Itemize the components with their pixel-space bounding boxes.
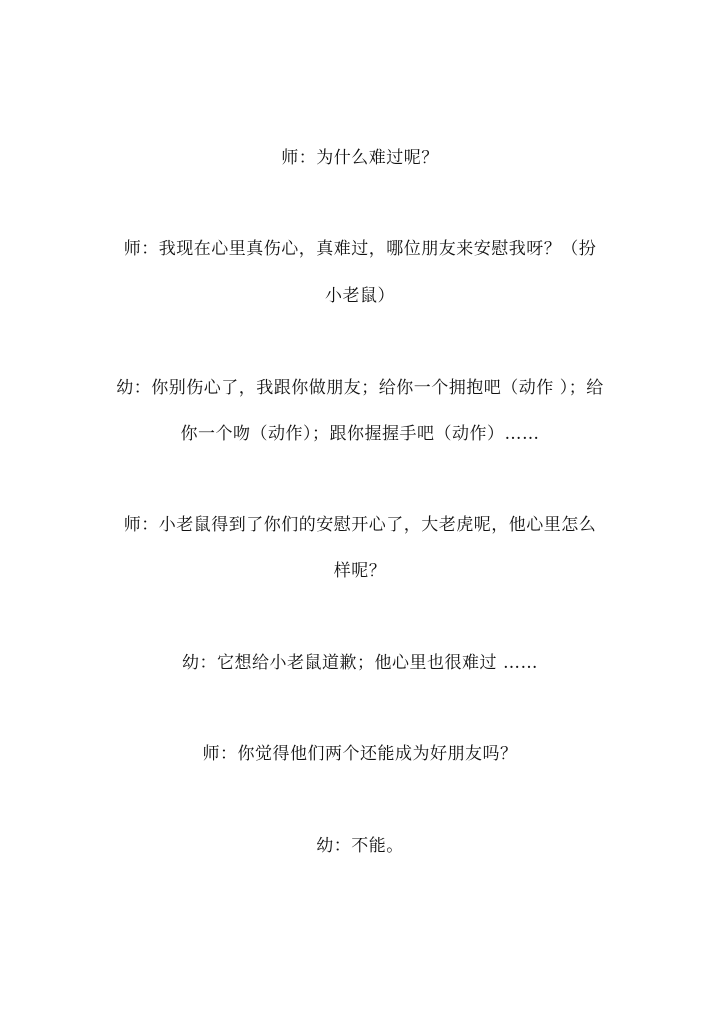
dialogue-line-continued: 样呢？ <box>333 561 387 581</box>
dialogue-line: 师：为什么难过呢？ <box>281 148 439 168</box>
dialogue-line: 师：你觉得他们两个还能成为好朋友吗？ <box>202 744 518 764</box>
dialogue-line-continued: 你一个吻（动作）；跟你握握手吧（动作）…… <box>180 424 540 444</box>
dialogue-line-continued: 小老鼠） <box>325 286 395 306</box>
dialogue-line: 幼：它想给小老鼠道歉；他心里也很难过 …… <box>182 653 538 673</box>
dialogue-line: 幼：不能。 <box>316 836 404 856</box>
dialogue-line: 师：小老鼠得到了你们的安慰开心了，大老虎呢，他心里怎么 <box>123 515 597 535</box>
dialogue-line: 幼：你别伤心了，我跟你做朋友；给你一个拥抱吧（动作 ）；给 <box>116 378 604 398</box>
dialogue-line: 师：我现在心里真伤心，真难过，哪位朋友来安慰我呀？（扮 <box>123 239 597 259</box>
